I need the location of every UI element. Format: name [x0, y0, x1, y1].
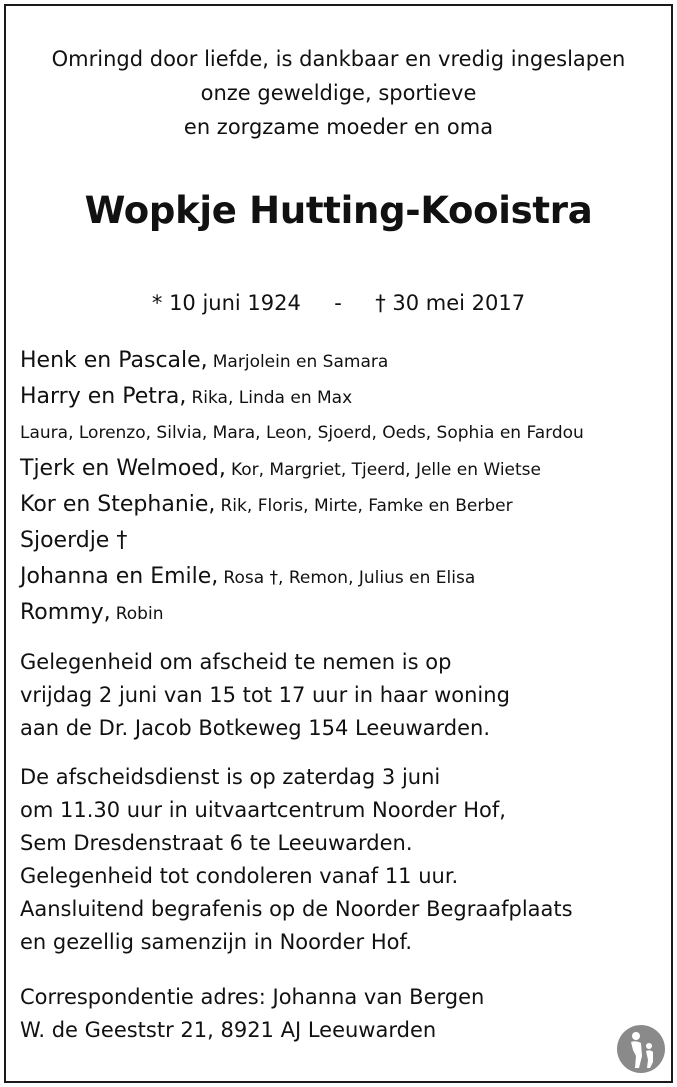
family-row [20, 595, 660, 631]
deceased-name: Wopkje Hutting-Kooistra [84, 189, 593, 232]
paragraph-line: vrijdag 2 juni van 15 tot 17 uur in haar woning [20, 683, 510, 707]
paragraph-line: om 11.30 uur in uitvaartcentrum Noorder Hof, [20, 798, 506, 822]
family-children: Robin [115, 604, 164, 624]
family-main: Kor en Stephanie, [20, 492, 216, 517]
paragraph-line: aan de Dr. Jacob Botkeweg 154 Leeuwarden. [20, 716, 491, 740]
date-separator: - [334, 291, 342, 315]
family-children: Rika, Linda en Max [191, 388, 353, 408]
farewell-paragraph [20, 646, 660, 745]
family-row [20, 559, 660, 595]
family-children: Marjolein en Samara [212, 352, 389, 372]
intro-line: Omringd door liefde, is dankbaar en vredig ingeslapen [51, 47, 626, 71]
life-dates [0, 291, 677, 315]
paragraph-line: Gelegenheid tot condoleren vanaf 11 uur. [20, 864, 459, 888]
family-row [20, 343, 660, 379]
intro-line: en zorgzame moeder en oma [183, 115, 494, 139]
birth-date: * 10 juni 1924 [151, 291, 301, 315]
family-main: Tjerk en Welmoed, [20, 456, 226, 481]
intro-line: onze geweldige, sportieve [200, 81, 477, 105]
family-row [20, 415, 660, 451]
family-row [20, 379, 660, 415]
family-main: Henk en Pascale, [20, 348, 208, 373]
family-main: Sjoerdje † [20, 528, 128, 553]
publisher-logo-icon [616, 1024, 666, 1074]
paragraph-line: Sem Dresdenstraat 6 te Leeuwarden. [20, 831, 413, 855]
paragraph-line: en gezellig samenzijn in Noorder Hof. [20, 930, 413, 954]
family-children: Kor, Margriet, Tjeerd, Jelle en Wietse [230, 460, 541, 480]
family-children: Rosa †, Remon, Julius en Elisa [223, 568, 476, 588]
family-main: Rommy, [20, 600, 111, 625]
death-date: † 30 mei 2017 [375, 291, 526, 315]
paragraph-line: Gelegenheid om afscheid te nemen is op [20, 650, 452, 674]
family-list [20, 343, 660, 631]
family-main: Harry en Petra, [20, 384, 187, 409]
intro-text [0, 42, 677, 144]
family-grandchildren: Laura, Lorenzo, Silvia, Mara, Leon, Sjoerd, Oeds, Sophia en Fardou [20, 423, 584, 443]
correspondence-paragraph [20, 981, 660, 1047]
service-paragraph [20, 761, 660, 959]
paragraph-line: Aansluitend begrafenis op de Noorder Begraafplaats [20, 897, 573, 921]
family-row [20, 487, 660, 523]
family-children: Rik, Floris, Mirte, Famke en Berber [220, 496, 513, 516]
family-row [20, 523, 660, 559]
paragraph-line: Correspondentie adres: Johanna van Bergen [20, 985, 485, 1009]
paragraph-line: W. de Geeststr 21, 8921 AJ Leeuwarden [20, 1018, 437, 1042]
family-row [20, 451, 660, 487]
paragraph-line: De afscheidsdienst is op zaterdag 3 juni [20, 765, 441, 789]
family-main: Johanna en Emile, [20, 564, 219, 589]
